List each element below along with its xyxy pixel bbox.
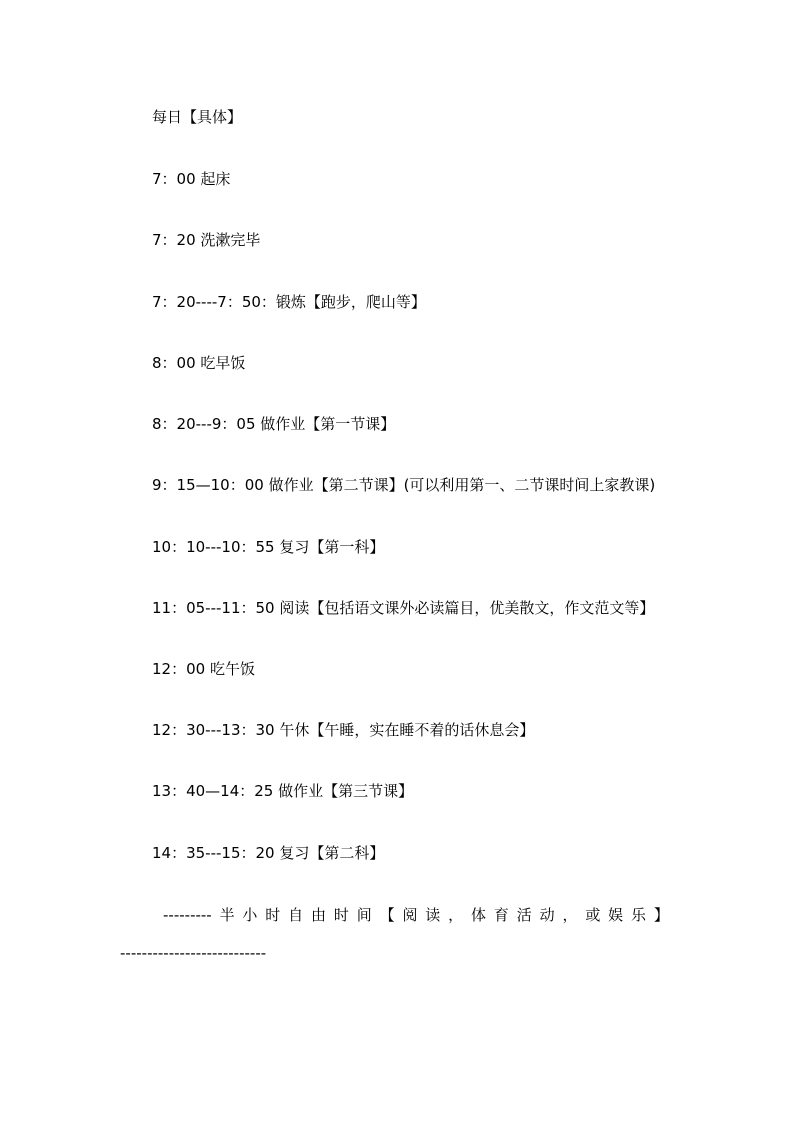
schedule-line: 7：00 起床 bbox=[152, 170, 231, 188]
free-time-char: 时 bbox=[333, 906, 349, 924]
free-time-char: 【 bbox=[379, 906, 395, 924]
free-time-char: 育 bbox=[493, 906, 509, 924]
schedule-line: 10：10---10：55 复习【第一科】 bbox=[152, 538, 385, 556]
free-time-char: 活 bbox=[516, 906, 532, 924]
heading: 每日【具体】 bbox=[152, 108, 243, 126]
free-time-tail: --------------------------- bbox=[120, 944, 267, 962]
free-time-char: 动 bbox=[539, 906, 555, 924]
schedule-line: 13：40—14：25 做作业【第三节课】 bbox=[152, 782, 414, 800]
schedule-line: 8：20---9：05 做作业【第一节课】 bbox=[152, 415, 396, 433]
schedule-line: 7：20 洗漱完毕 bbox=[152, 231, 261, 249]
schedule-line: 12：00 吃午饭 bbox=[152, 660, 255, 678]
free-time-char: ， bbox=[562, 906, 578, 924]
free-time-char: 半 bbox=[219, 906, 235, 924]
free-time-char: 阅 bbox=[402, 906, 418, 924]
free-time-char: 娱 bbox=[608, 906, 624, 924]
free-time-char: 读 bbox=[425, 906, 441, 924]
free-time-char: 由 bbox=[311, 906, 327, 924]
schedule-line: 14：35---15：20 复习【第二科】 bbox=[152, 844, 385, 862]
free-time-char: 乐 bbox=[631, 906, 647, 924]
schedule-line: 7：20----7：50：锻炼【跑步，爬山等】 bbox=[152, 293, 426, 311]
free-time-char: ， bbox=[448, 906, 464, 924]
schedule-line: 8：00 吃早饭 bbox=[152, 354, 246, 372]
free-time-char: 间 bbox=[356, 906, 372, 924]
free-time-line bbox=[163, 905, 669, 925]
free-time-char: 或 bbox=[585, 906, 601, 924]
free-time-char: --------- bbox=[163, 906, 212, 924]
free-time-char: 体 bbox=[471, 906, 487, 924]
schedule-line: 12：30---13：30 午休【午睡，实在睡不着的话休息会】 bbox=[152, 721, 535, 739]
schedule-line: 11：05---11：50 阅读【包括语文课外必读篇目，优美散文，作文范文等】 bbox=[152, 599, 655, 617]
free-time-char: 时 bbox=[265, 906, 281, 924]
free-time-char: 小 bbox=[242, 906, 258, 924]
schedule-line: 9：15—10：00 做作业【第二节课】(可以利用第一、二节课时间上家教课) bbox=[152, 476, 656, 494]
free-time-char: 自 bbox=[288, 906, 304, 924]
free-time-char: 】 bbox=[653, 906, 669, 924]
